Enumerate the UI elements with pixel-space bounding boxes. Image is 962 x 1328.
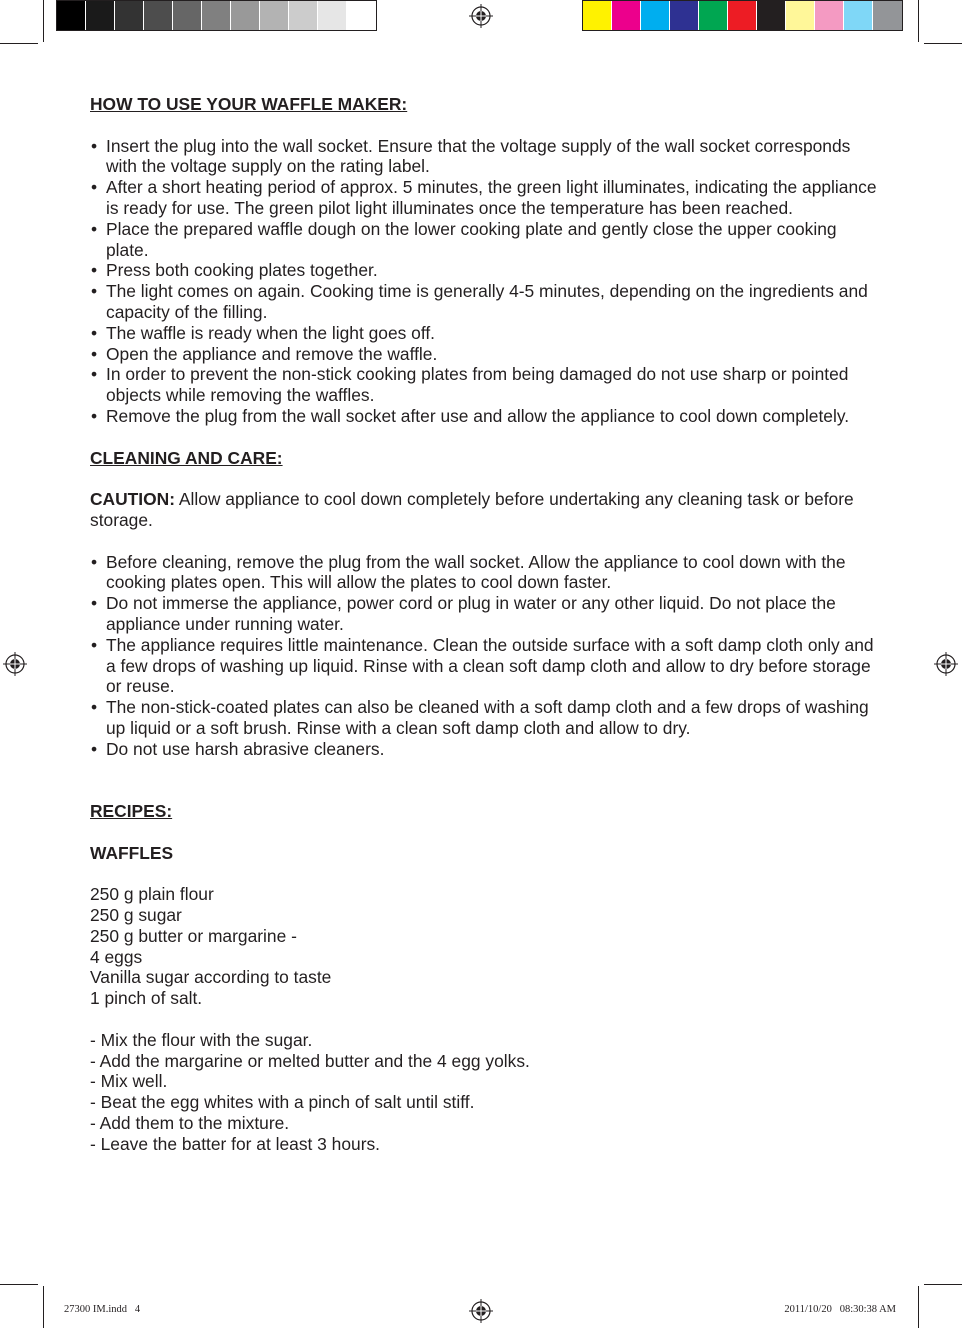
cleaning-steps-list (90, 552, 880, 760)
color-swatch (583, 1, 612, 30)
usage-step: • Insert the plug into the wall socket. Ensure that the voltage supply of the wall socket corresponds with the voltage supply on the rating label. (90, 136, 880, 178)
method-step: - Add the margarine or melted butter and the 4 egg yolks. (90, 1050, 530, 1071)
ingredients-list (90, 884, 880, 1009)
caution-text: Allow appliance to cool down completely before undertaking any cleaning task or before storage. (90, 489, 854, 530)
color-swatch (231, 1, 260, 30)
color-swatch (873, 1, 902, 30)
usage-step: • The light comes on again. Cooking time is generally 4-5 minutes, depending on the ingredients and capacity of the filling. (90, 281, 880, 323)
color-swatch (786, 1, 815, 30)
method-step: - Leave the batter for at least 3 hours. (90, 1133, 381, 1154)
cleaning-step: • The non-stick-coated plates can also be cleaned with a soft damp cloth and a few drops of washing up liquid or a soft brush. Rinse with a clean soft damp cloth and allow to dry. (90, 697, 880, 739)
crop-mark (918, 0, 919, 42)
registration-mark-icon (3, 652, 27, 676)
crop-mark (0, 43, 38, 44)
usage-heading: HOW TO USE YOUR WAFFLE MAKER: (90, 94, 408, 114)
usage-step: • The waffle is ready when the light goes off. (90, 323, 880, 344)
usage-steps-list (90, 136, 880, 427)
manual-page-content (90, 94, 880, 1155)
cleaning-step: • The appliance requires little maintenance. Clean the outside surface with a soft damp cloth only and a few drops of washing up liquid. Rinse with a clean soft damp cloth and allow to dry before storage or reuse. (90, 635, 880, 697)
usage-step: • Open the appliance and remove the waffle. (90, 344, 880, 365)
crop-mark (0, 1284, 38, 1285)
color-swatch (641, 1, 670, 30)
color-swatch (670, 1, 699, 30)
method-step: - Mix the flour with the sugar. (90, 1029, 313, 1050)
registration-mark-icon (469, 4, 493, 28)
recipes-heading: RECIPES: (90, 801, 173, 822)
color-swatch (57, 1, 86, 30)
ingredient-item: 250 g plain flour (90, 884, 214, 905)
method-step: - Beat the egg whites with a pinch of salt until stiff. (90, 1092, 475, 1113)
color-swatch (728, 1, 757, 30)
color-swatch (612, 1, 641, 30)
usage-step: • In order to prevent the non-stick cooking plates from being damaged do not use sharp or pointed objects while removing the waffles. (90, 364, 880, 406)
ingredient-item: Vanilla sugar according to taste (90, 967, 332, 988)
cleaning-step: • Before cleaning, remove the plug from the wall socket. Allow the appliance to cool down with the cooking plates open. This will allow the plates to cool down faster. (90, 552, 880, 594)
color-swatch (144, 1, 173, 30)
usage-step: • After a short heating period of approx. 5 minutes, the green light illuminates, indicating the appliance is ready for use. The green pilot light illuminates once the temperature has been reached. (90, 177, 880, 219)
ingredient-item: 250 g sugar (90, 905, 182, 926)
color-swatch (347, 1, 376, 30)
usage-step: • Press both cooking plates together. (90, 260, 880, 281)
cleaning-step: • Do not immerse the appliance, power cord or plug in water or any other liquid. Do not place the appliance under running water. (90, 593, 880, 635)
crop-mark (918, 1286, 919, 1328)
cleaning-step: • Do not use harsh abrasive cleaners. (90, 739, 880, 760)
method-list (90, 1030, 880, 1155)
usage-step: • Remove the plug from the wall socket after use and allow the appliance to cool down completely. (90, 406, 880, 427)
color-swatch (844, 1, 873, 30)
print-timestamp: 2011/10/20 08:30:38 AM (784, 1304, 896, 1315)
ingredient-item: 1 pinch of salt. (90, 988, 203, 1009)
crop-mark (924, 1284, 962, 1285)
color-swatch (86, 1, 115, 30)
recipe-title: WAFFLES (90, 842, 174, 863)
color-swatch (699, 1, 728, 30)
method-step: - Mix well. (90, 1071, 168, 1092)
usage-step: • Place the prepared waffle dough on the lower cooking plate and gently close the upper cooking plate. (90, 219, 880, 261)
registration-mark-icon (469, 1299, 493, 1323)
color-swatch (260, 1, 289, 30)
method-step: - Add them to the mixture. (90, 1113, 290, 1134)
color-swatch (289, 1, 318, 30)
crop-mark (924, 43, 962, 44)
registration-mark-icon (934, 652, 958, 676)
crop-mark (43, 1286, 44, 1328)
crop-mark (43, 0, 44, 42)
file-slug: 27300 IM.indd 4 (64, 1304, 141, 1315)
color-swatch (815, 1, 844, 30)
color-swatch (173, 1, 202, 30)
cleaning-heading: CLEANING AND CARE: (90, 447, 283, 468)
color-swatch (318, 1, 347, 30)
caution-label: CAUTION: (90, 489, 176, 510)
ingredient-item: 250 g butter or margarine - (90, 925, 297, 946)
process-color-bar (582, 0, 903, 31)
color-swatch (757, 1, 786, 30)
caution-paragraph (90, 489, 880, 531)
color-swatch (115, 1, 144, 30)
color-swatch (202, 1, 231, 30)
ingredient-item: 4 eggs (90, 946, 143, 967)
grayscale-color-bar (56, 0, 377, 31)
